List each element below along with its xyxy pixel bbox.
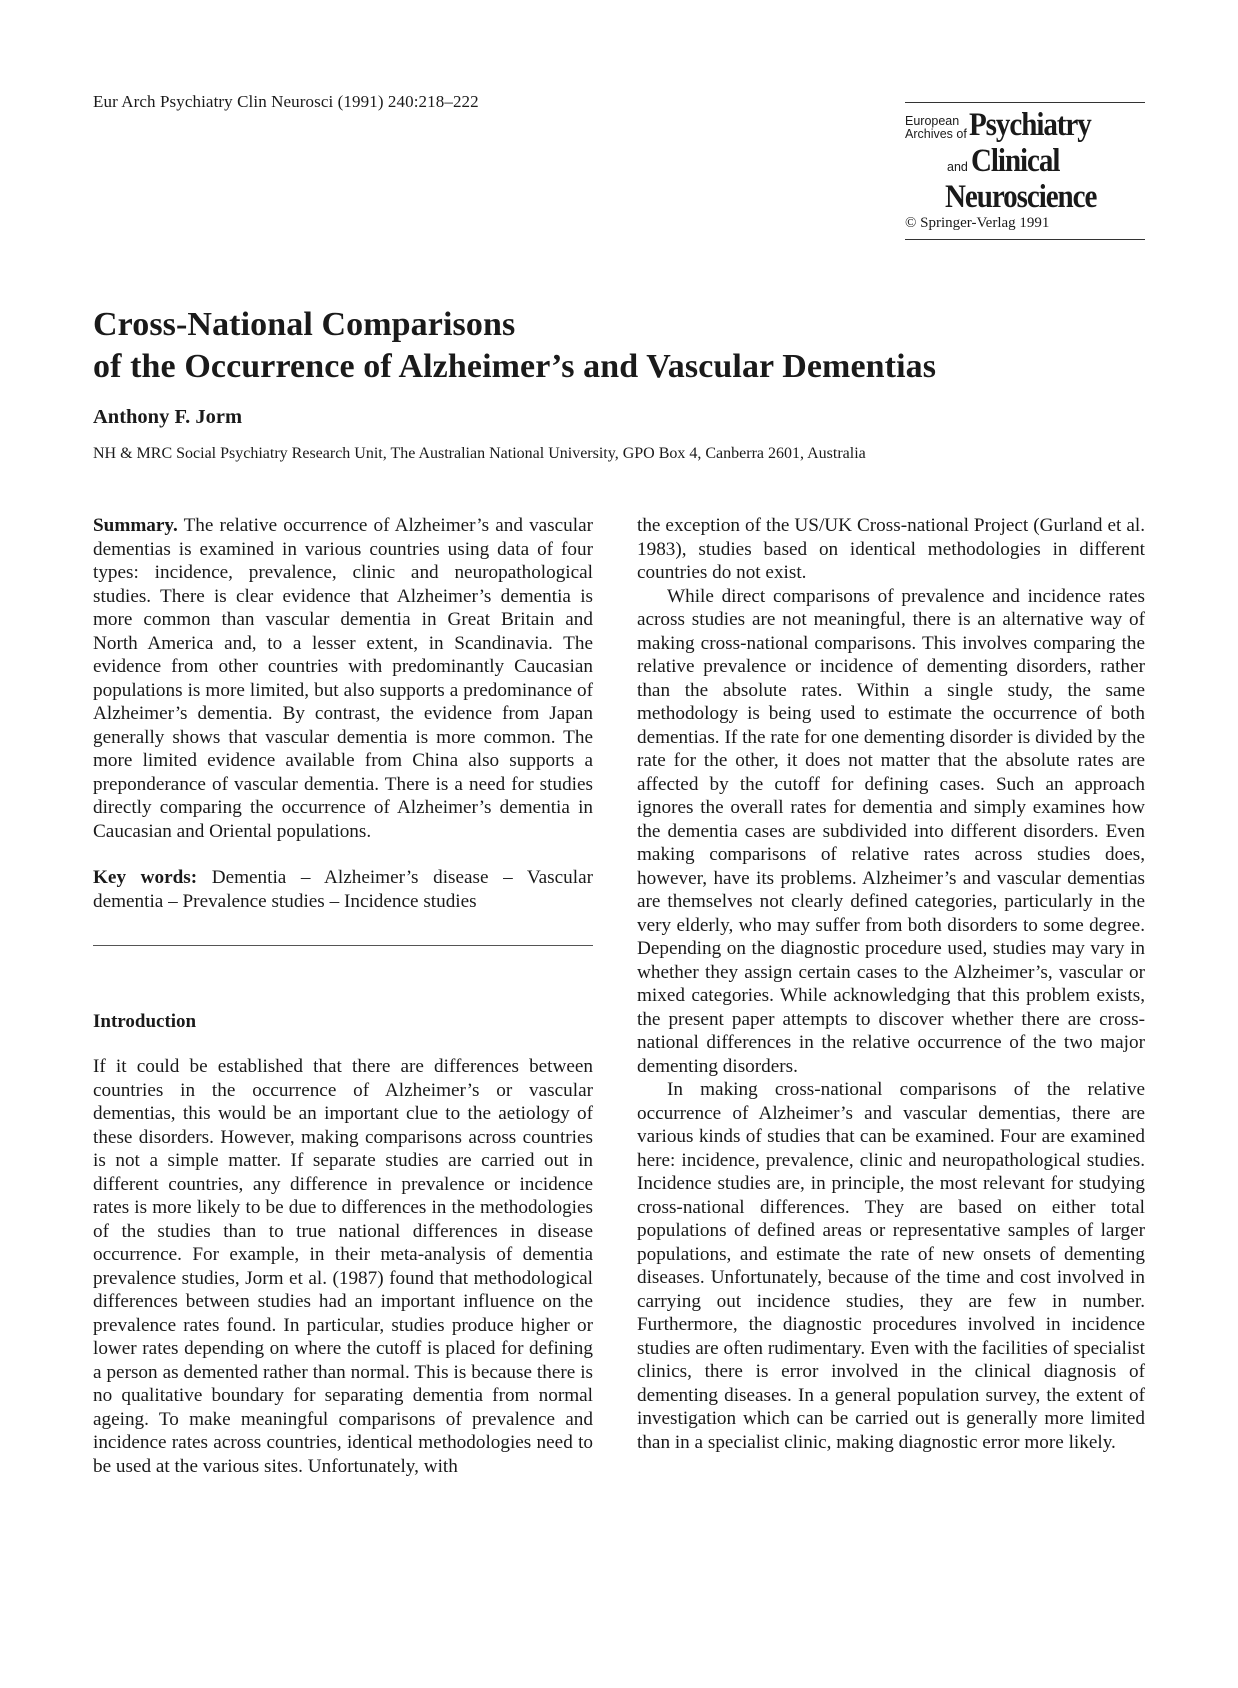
section-divider (93, 945, 593, 946)
journal-word-clinical: Clinical (971, 143, 1060, 179)
introduction-heading: Introduction (93, 1011, 197, 1032)
summary-label: Summary. (93, 515, 178, 536)
article-title-line-1: Cross-National Comparisons (93, 306, 516, 343)
journal-small-archives: Archives of (905, 127, 967, 141)
journal-word-neuroscience: Neuroscience (945, 179, 1097, 215)
left-column (93, 514, 593, 1478)
keywords-text: Dementia – Alzheimer’s disease – Vascular dementia – Prevalence studies – Incidence studies (93, 867, 593, 912)
summary-text: The relative occurrence of Alzheimer’s and vascular dementias is examined in various countries using data of four types: incidence, prevalence, clinic and neuropathological studies. There is clear evidence that Alzheimer’s dementia is more common than vascular dementia in Great Britain and North America and, to a lesser extent, in Scandinavia. The evidence from other countries with predominantly Caucasian populations is more limited, but also supports a predominance of Alzheimer’s dementia. By contrast, the evidence from Japan generally shows that vascular dementia is more common. The more limited evidence available from China also supports a preponderance of vascular dementia. There is a need for studies directly comparing the occurrence of Alzheimer’s dementia in Caucasian and Oriental populations. (93, 515, 593, 842)
journal-copyright: © Springer-Verlag 1991 (905, 215, 1050, 231)
right-column (637, 514, 1145, 1454)
journal-citation: Eur Arch Psychiatry Clin Neurosci (1991) 240:218–222 (93, 92, 479, 111)
introduction-paragraph-3: In making cross-national comparisons of the relative occurrence of Alzheimer’s and vascular dementias, there are various kinds of studies that can be examined. Four are examined here: incidence, prevalence, clinic and neuropathological studies. Incidence studies are, in principle, the most relevant for studying cross-national differences. They are based on either total populations of defined areas or representative samples of larger populations, and estimate the rate of new onsets of dementing diseases. Unfortunately, because of the time and cost involved in carrying out incidence studies, they are few in number. Furthermore, the diagnostic procedures involved in incidence studies are often rudimentary. Even with the facilities of specialist clinics, there is error involved in the clinical diagnosis of dementing diseases. In a general population survey, the extent of investigation which can be carried out is generally more limited than in a specialist clinic, making diagnostic error more likely. (637, 1079, 1145, 1453)
journal-small-european: European (905, 114, 960, 128)
author-affiliation: NH & MRC Social Psychiatry Research Unit, The Australian National University, GPO Box 4, Canberra 2601, Australia (93, 445, 866, 462)
article-title-line-2: of the Occurrence of Alzheimer’s and Vascular Dementias (93, 348, 937, 385)
introduction-paragraph-1: If it could be established that there are differences between countries in the occurrence of Alzheimer’s or vascular dementias, this would be an important clue to the aetiology of these disorders. However, making comparisons across countries is not a simple matter. If separate studies are carried out in different countries, any difference in prevalence or incidence rates is more likely to be due to differences in the methodologies of the studies than to true national differences in disease occurrence. For example, in their meta-analysis of dementia prevalence studies, Jorm et al. (1987) found that methodological differences between studies had an important influence on the prevalence rates found. In particular, studies produce higher or lower rates depending on where the cutoff is placed for defining a person as demented rather than normal. This is because there is no qualitative boundary for separating dementia from normal ageing. To make meaningful comparisons of prevalence and incidence rates across countries, identical methodologies need to be used at the various sites. Unfortunately, with (93, 1056, 593, 1477)
journal-word-psychiatry: Psychiatry (969, 107, 1091, 143)
journal-small-and: and (947, 160, 968, 174)
introduction-paragraph-1-continued: the exception of the US/UK Cross-national Project (Gurland et al. 1983), studies based on identical methodologies in different countries do not exist. (637, 515, 1145, 583)
keywords-paragraph (93, 866, 593, 913)
keywords-label: Key words: (93, 867, 198, 888)
summary-paragraph (93, 514, 593, 843)
article-author: Anthony F. Jorm (93, 406, 243, 428)
article-title (93, 304, 936, 388)
introduction-paragraph-2: While direct comparisons of prevalence and incidence rates across studies are not meaningful, there is an alternative way of making cross-national comparisons. This involves comparing the relative prevalence or incidence of dementing disorders, rather than the absolute rates. Within a single study, the same methodology is being used to estimate the occurrence of both dementias. If the rate for one dementing disorder is divided by the rate for the other, it does not matter that the absolute rates are affected by the cutoff for defining cases. Such an approach ignores the overall rates for dementia and simply examines how the dementia cases are subdivided into different disorders. Even making comparisons of relative rates across studies does, however, have its problems. Alzheimer’s and vascular dementias are themselves not clearly defined categories, particularly in the very elderly, who may suffer from both disorders to some degree. Depending on the diagnostic procedure used, studies may vary in whether they assign certain cases to the Alzheimer’s, vascular or mixed categories. While acknowledging that this problem exists, the present paper attempts to discover whether there are cross-national differences in the relative occurrence of the two major dementing disorders. (637, 585, 1145, 1077)
journal-masthead (905, 102, 1145, 240)
